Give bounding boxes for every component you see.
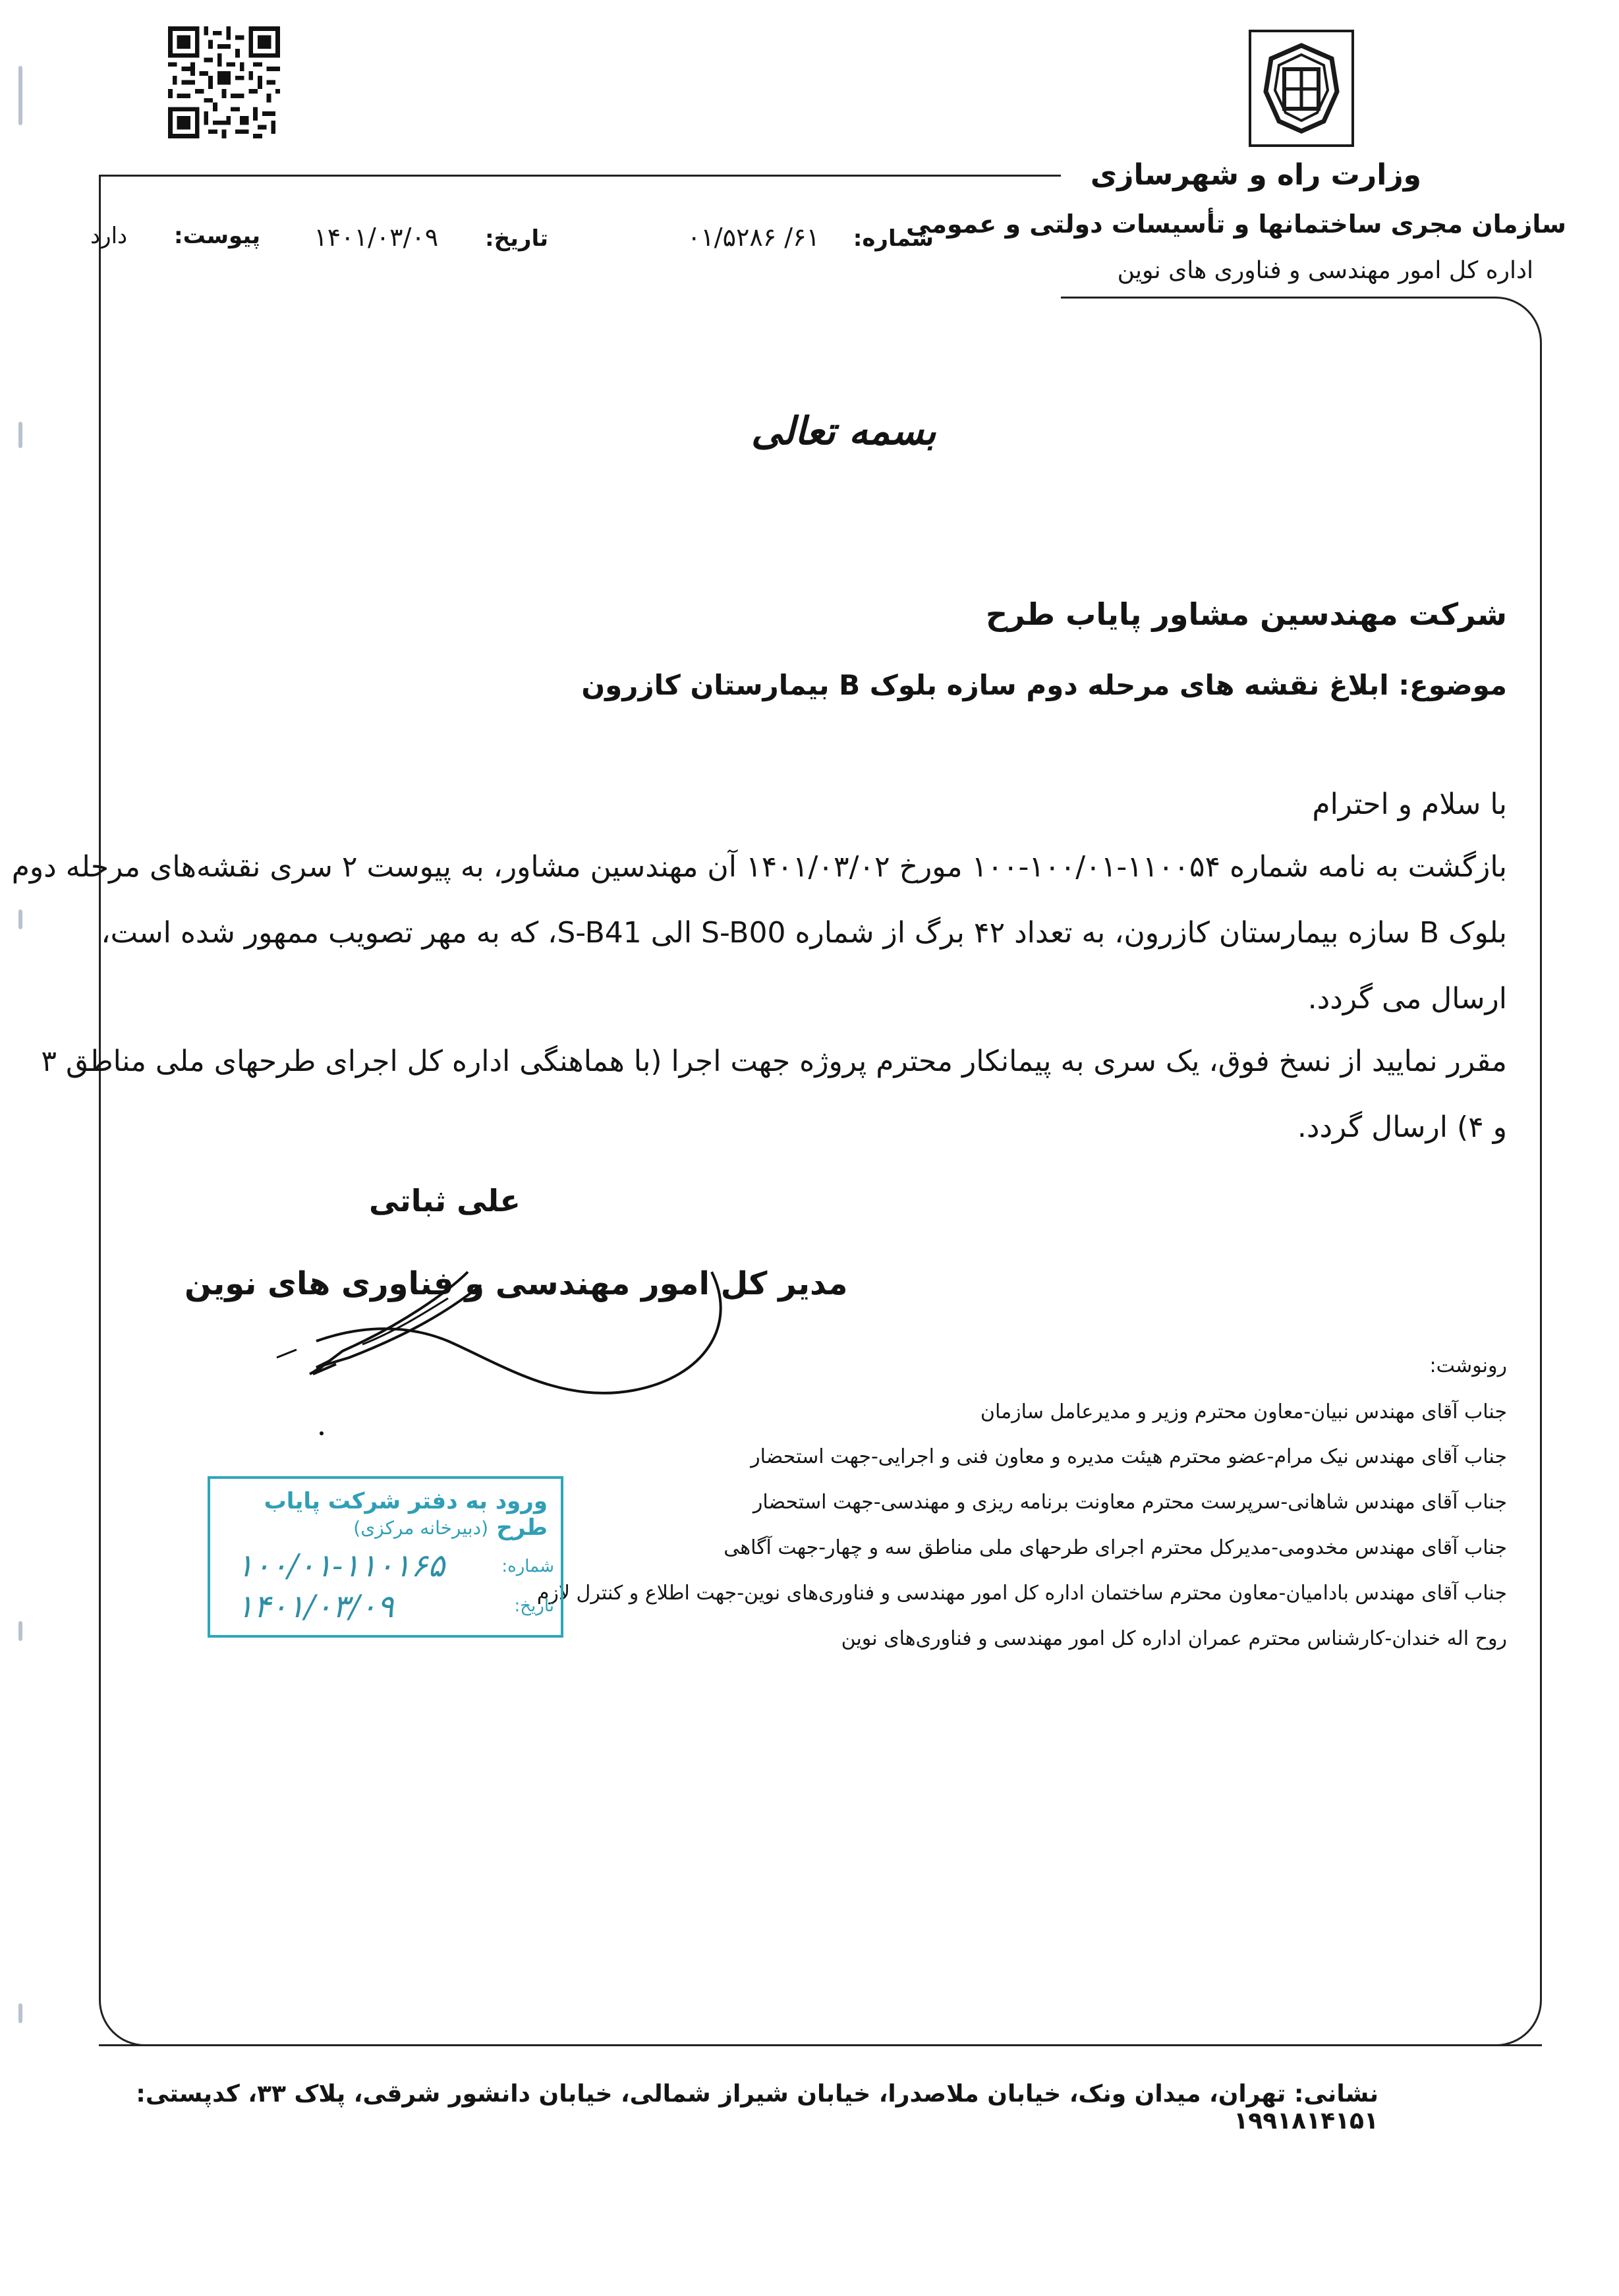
scan-mark bbox=[18, 1621, 22, 1641]
qr-code-icon bbox=[168, 26, 280, 138]
receipt-stamp bbox=[208, 1476, 563, 1638]
stamp-number-label: شماره: bbox=[501, 1557, 554, 1576]
logo-emblem-icon bbox=[1251, 32, 1351, 144]
attachment-label: پیوست: bbox=[174, 223, 260, 249]
body-line: بلوک B سازه بیمارستان کازرون، به تعداد ۴۲ برگ از شماره S-B00 الی S-B41، که به مهر تصویب ممهور شده است، bbox=[101, 916, 1507, 950]
ministry-name: وزارت راه و شهرسازی bbox=[1090, 158, 1421, 192]
footer-address: نشانی: تهران، میدان ونک، خیابان ملاصدرا، خیابان شیراز شمالی، خیابان دانشور شرقی، پلاک ۳۳، کدپستی: ۱۹۹۱۸۱۴۱۵۱ bbox=[136, 2081, 1378, 2135]
scan-mark bbox=[18, 2003, 22, 2023]
date-label: تاریخ: bbox=[485, 225, 548, 252]
number-label: شماره: bbox=[853, 225, 934, 252]
subject: موضوع: ابلاغ نقشه های مرحله دوم سازه بلوک B بیمارستان کازرون bbox=[581, 669, 1507, 701]
cc-line: جناب آقای مهندس بادامیان-معاون محترم ساختمان اداره کل امور مهندسی و فناوری‌های نوین-جهت اطلاع و کنترل لازم bbox=[536, 1582, 1507, 1605]
body-line: بازگشت به نامه شماره ۱۱۰۰۵۴-۱۰۰/۰۱-۱۰۰ مورخ ۱۴۰۱/۰۳/۰۲ آن مهندسین مشاور، به پیوست ۲ سری نقشه‌های مرحله دوم bbox=[11, 850, 1507, 884]
scan-mark bbox=[18, 422, 22, 448]
frame-join-line bbox=[1061, 297, 1489, 299]
stamp-number-value: ۱۰۰/۰۱-۱۱۰۱۶۵ bbox=[237, 1547, 445, 1584]
scan-mark bbox=[18, 909, 22, 929]
body-line: مقرر نمایید از نسخ فوق، یک سری به پیمانکار محترم پروژه جهت اجرا (با هماهنگی اداره کل اجرای طرحهای ملی مناطق ۳ bbox=[41, 1045, 1507, 1078]
ministry-logo bbox=[1249, 30, 1354, 147]
cc-line: جناب آقای مهندس شاهانی-سرپرست محترم معاونت برنامه ریزی و مهندسی-جهت استحضار bbox=[753, 1491, 1507, 1514]
handwritten-signature bbox=[250, 1226, 725, 1443]
stamp-title: ورود به دفتر شرکت پایاب طرح bbox=[264, 1488, 548, 1541]
stamp-date-value: ۱۴۰۱/۰۳/۰۹ bbox=[237, 1588, 394, 1625]
signer-title: مدیر کل امور مهندسی و فناوری های نوین bbox=[185, 1265, 848, 1302]
greeting: با سلام و احترام bbox=[1312, 788, 1507, 821]
cc-title: رونوشت: bbox=[1429, 1354, 1507, 1377]
date-value: ۱۴۰۱/۰۳/۰۹ bbox=[314, 223, 439, 252]
signer-name: علی ثباتی bbox=[369, 1183, 521, 1219]
number-value: ۶۱/ ۰۱/۵۲۸۶ bbox=[687, 223, 820, 252]
body-line: ارسال می گردد. bbox=[1307, 982, 1507, 1016]
frame-bottom-line bbox=[99, 2044, 1542, 2046]
stamp-date-label: تاریخ: bbox=[514, 1596, 554, 1616]
cc-line: روح اله خندان-کارشناس محترم عمران اداره کل امور مهندسی و فناوری‌های نوین bbox=[841, 1627, 1507, 1650]
stamp-subtitle: (دبیرخانه مرکزی) bbox=[353, 1517, 488, 1539]
organization-name: سازمان مجری ساختمانها و تأسیسات دولتی و عمومی bbox=[906, 210, 1566, 239]
cc-line: جناب آقای مهندس نبیان-معاون محترم وزیر و مدیرعامل سازمان bbox=[980, 1400, 1507, 1423]
basmala: بسمه تعالی bbox=[751, 409, 936, 453]
department-name: اداره کل امور مهندسی و فناوری های نوین bbox=[1117, 257, 1533, 284]
cc-line: جناب آقای مهندس نیک مرام-عضو محترم هیئت مدیره و معاون فنی و اجرایی-جهت استحضار bbox=[751, 1445, 1507, 1468]
scan-mark bbox=[18, 66, 22, 125]
cc-line: جناب آقای مهندس مخدومی-مدیرکل محترم اجرای طرحهای ملی مناطق سه و چهار-جهت آگاهی bbox=[724, 1536, 1507, 1559]
frame-right-edge bbox=[1489, 297, 1542, 2046]
recipient: شرکت مهندسین مشاور پایاب طرح bbox=[985, 596, 1507, 632]
body-line: و ۴) ارسال گردد. bbox=[1297, 1110, 1507, 1144]
attachment-value: دارد bbox=[90, 223, 128, 249]
